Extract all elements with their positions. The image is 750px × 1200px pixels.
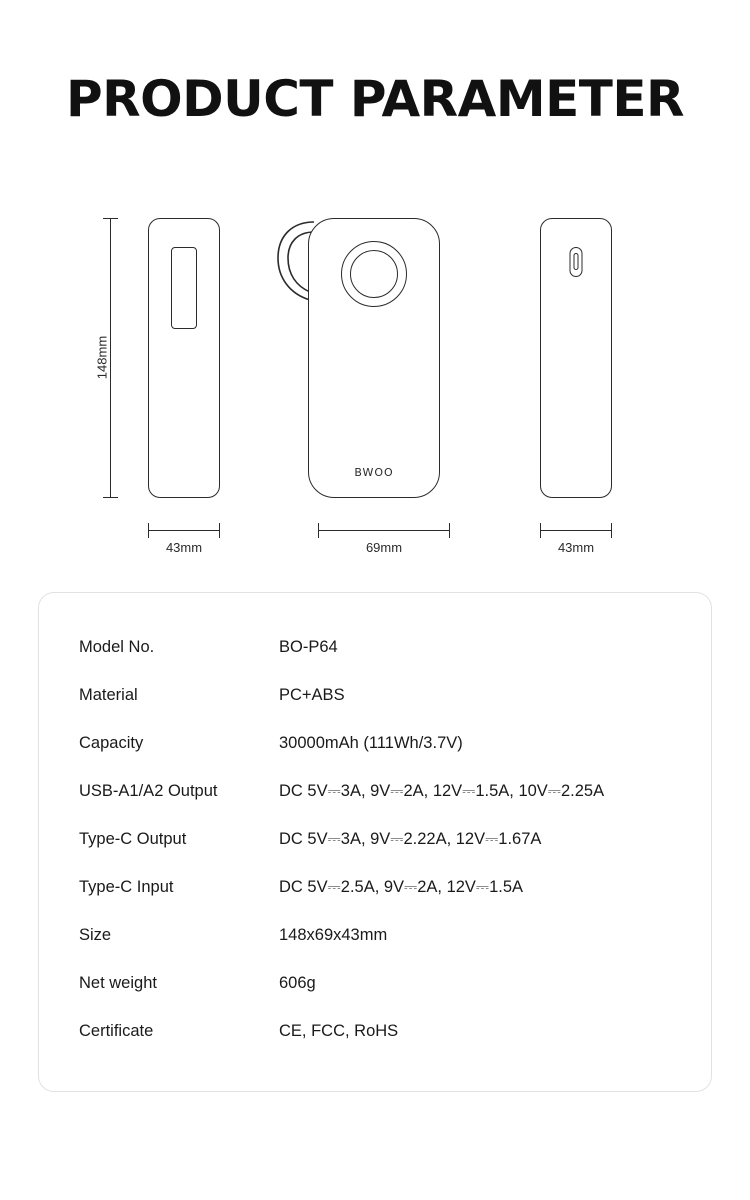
table-row <box>79 1007 679 1055</box>
page-title: PRODUCT PARAMETER <box>65 70 685 128</box>
right-width-dimension-label: 43mm <box>557 540 595 555</box>
left-width-dimension-label: 43mm <box>165 540 203 555</box>
height-dimension-line <box>110 218 111 498</box>
center-width-cap-end <box>449 523 450 538</box>
spec-value: DC 5V⎓3A, 9V⎓2A, 12V⎓1.5A, 10V⎓2.25A <box>279 781 605 800</box>
center-width-dimension-label: 69mm <box>365 540 403 555</box>
spec-key: Certificate <box>79 1021 154 1040</box>
table-row <box>79 863 679 911</box>
center-width-dimension-line <box>318 530 450 531</box>
spec-value: 606g <box>279 973 316 992</box>
spec-value: 148x69x43mm <box>279 925 388 944</box>
height-dimension-cap-bottom <box>103 497 118 498</box>
spec-value: DC 5V⎓2.5A, 9V⎓2A, 12V⎓1.5A <box>279 877 524 896</box>
left-width-cap-end <box>219 523 220 538</box>
spec-key: Material <box>79 685 138 704</box>
spec-value: DC 5V⎓3A, 9V⎓2.22A, 12V⎓1.67A <box>279 829 542 848</box>
spec-value: PC+ABS <box>279 685 345 704</box>
spec-key: Size <box>79 925 112 944</box>
spec-key: Capacity <box>79 733 144 752</box>
table-row <box>79 719 679 767</box>
spec-key: Net weight <box>79 973 157 992</box>
height-dimension-cap-top <box>103 218 118 219</box>
center-width-cap-start <box>318 523 319 538</box>
spec-key: USB-A1/A2 Output <box>79 781 218 800</box>
table-row <box>79 815 679 863</box>
left-width-cap-start <box>148 523 149 538</box>
table-row <box>79 623 679 671</box>
left-width-dimension-line <box>148 530 220 531</box>
spec-value: BO-P64 <box>279 637 338 656</box>
device-display-window <box>171 247 197 329</box>
spec-value: 30000mAh (111Wh/3.7V) <box>279 733 463 752</box>
table-row <box>79 671 679 719</box>
height-dimension-label: 148mm <box>94 335 110 380</box>
port-inner-icon <box>574 253 579 270</box>
device-front-view <box>308 218 440 498</box>
specification-table <box>79 623 679 1055</box>
brand-logo: BWOO <box>354 466 394 479</box>
table-row <box>79 911 679 959</box>
table-row <box>79 767 679 815</box>
wireless-charge-ring-inner-icon <box>350 250 398 298</box>
product-dimension-diagram <box>0 190 750 570</box>
right-width-cap-end <box>611 523 612 538</box>
spec-key: Type-C Output <box>79 829 187 848</box>
specification-card <box>38 592 712 1092</box>
spec-key: Model No. <box>79 637 155 656</box>
table-row <box>79 959 679 1007</box>
device-side-view-left <box>148 218 220 498</box>
right-width-dimension-line <box>540 530 612 531</box>
right-width-cap-start <box>540 523 541 538</box>
spec-value: CE, FCC, RoHS <box>279 1021 399 1040</box>
spec-key: Type-C Input <box>79 877 174 896</box>
device-side-view-right <box>540 218 612 498</box>
